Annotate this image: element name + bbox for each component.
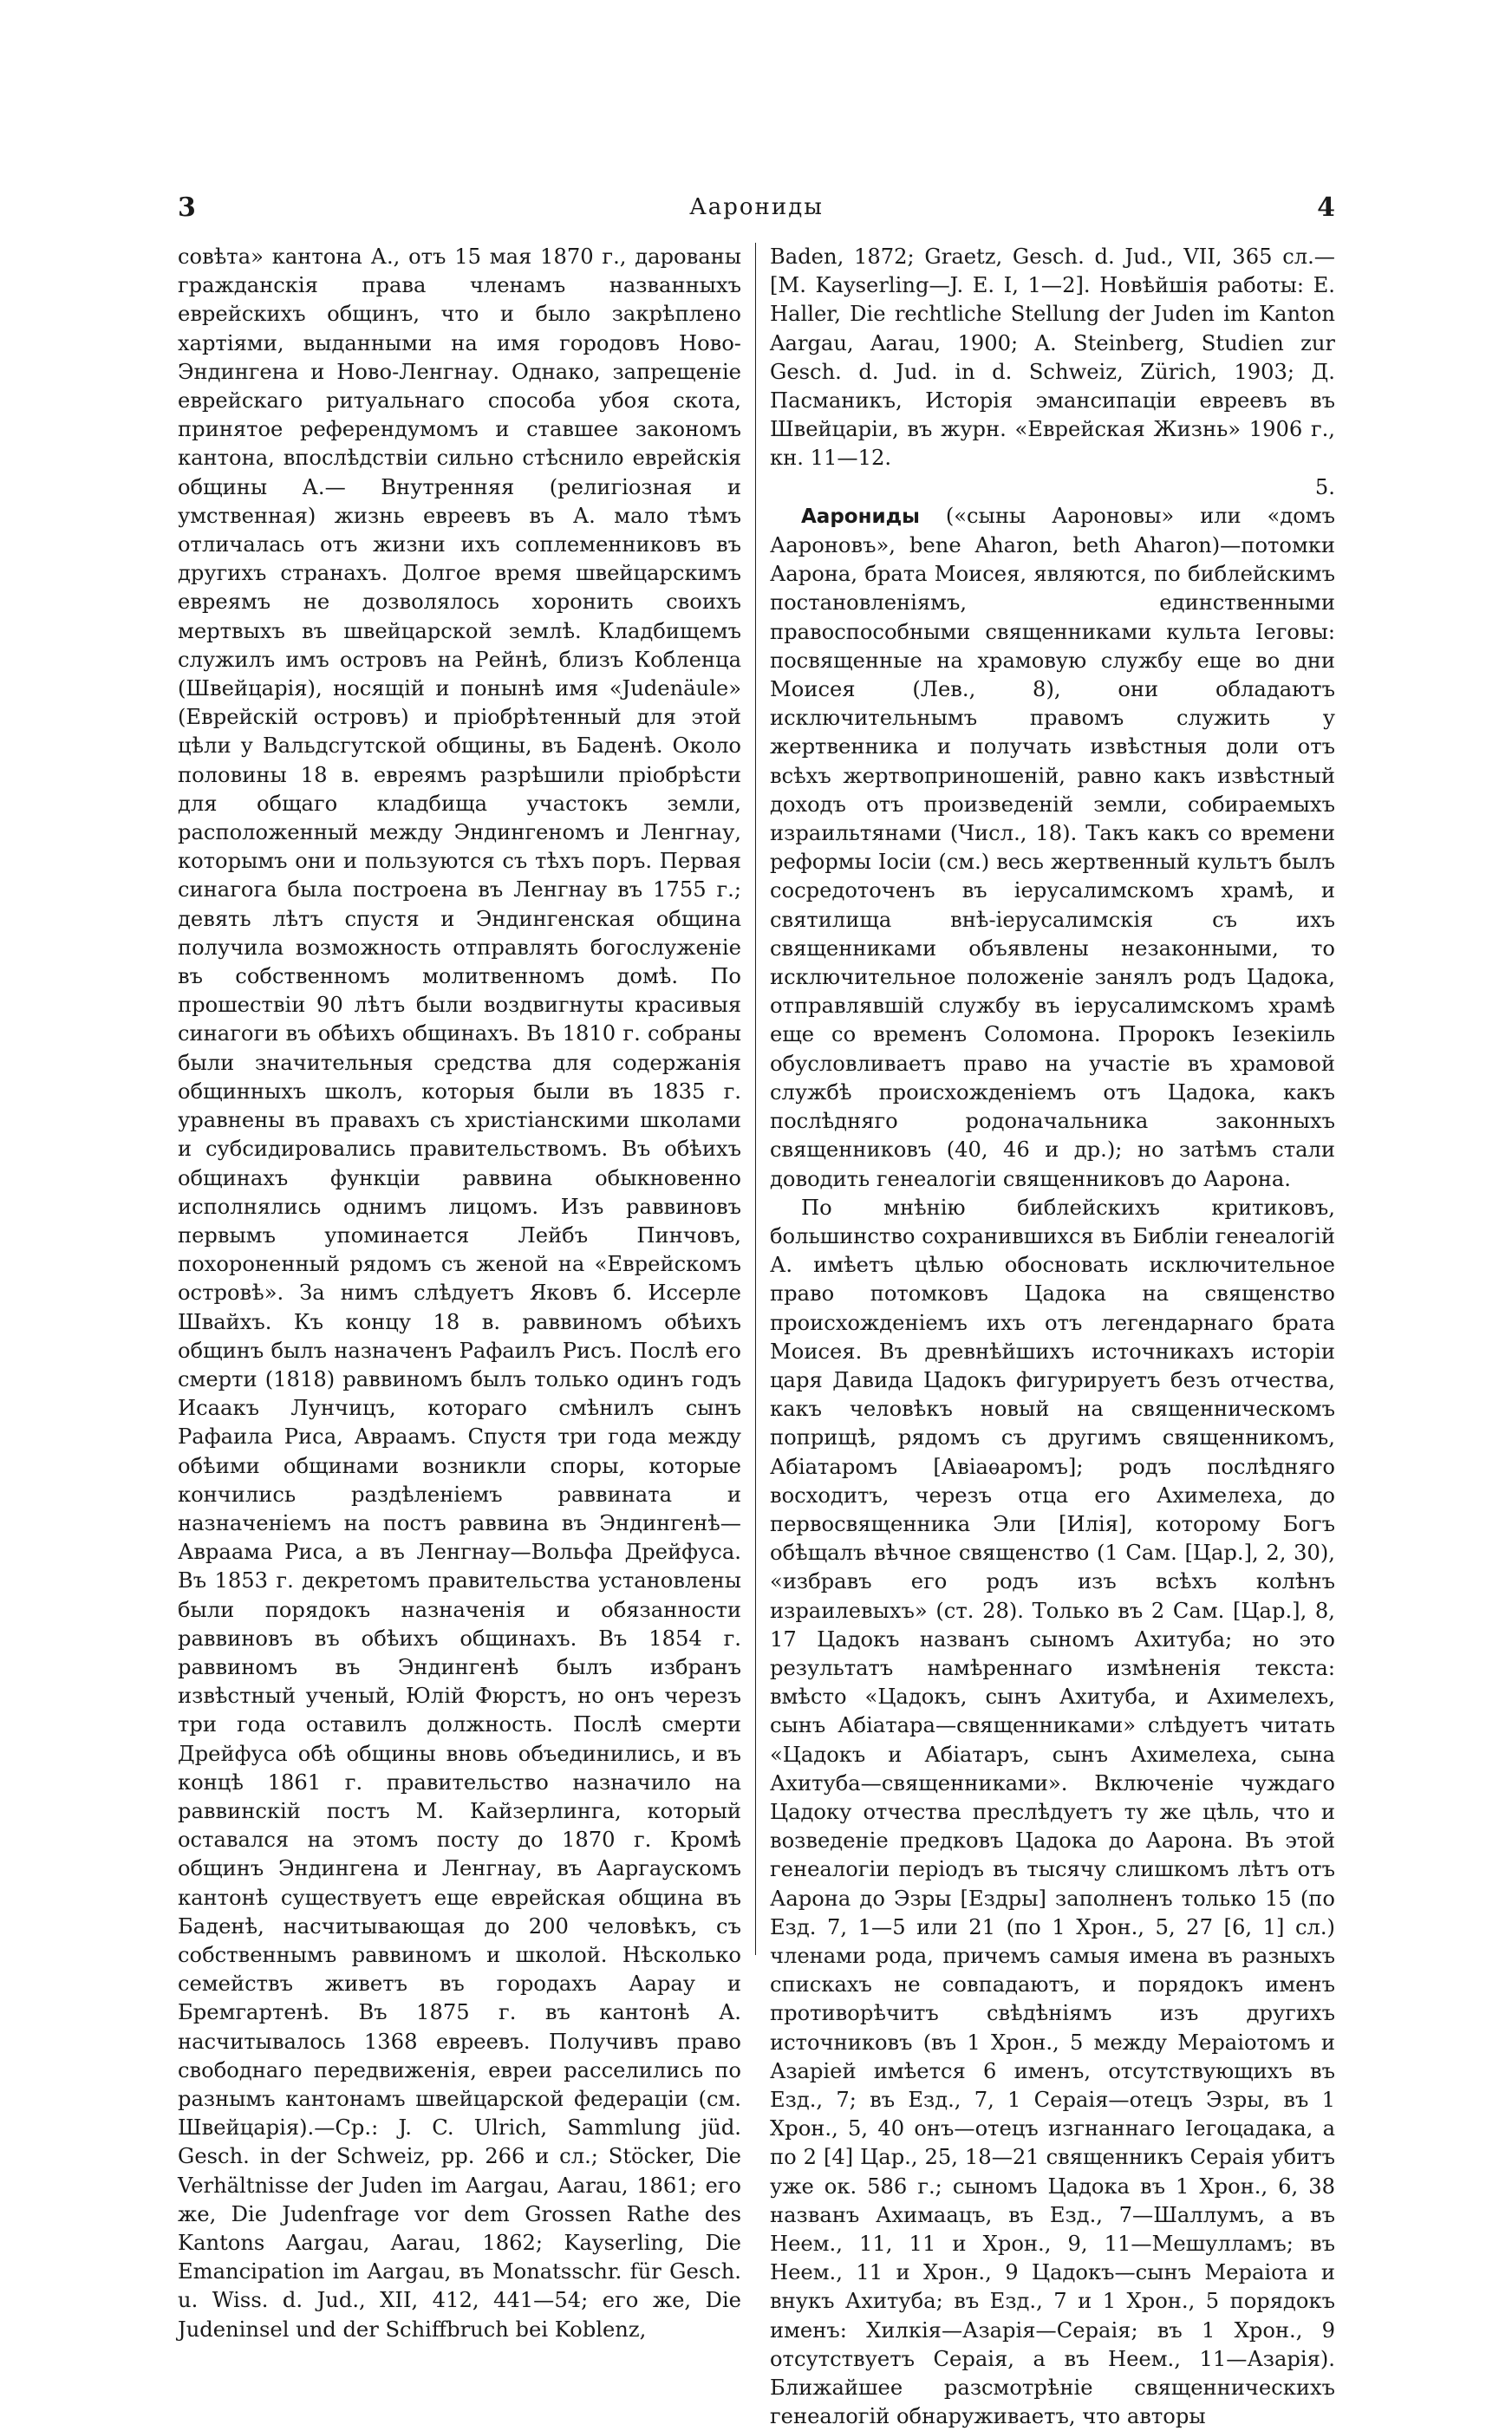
left-page-number: 3 xyxy=(178,192,196,223)
article-paragraph: По мнѣнію библейскихъ критиковъ, большинство сохранившихся въ Библіи генеалогій А. имѣетъ цѣлью обосновать исключительное право потомковъ Цадока на священство происхожденіемъ ихъ отъ легендарнаго брата Моисея. Въ древнѣйшихъ источникахъ исторіи царя Давида Цадокъ фигурируетъ безъ отчества, какъ человѣкъ новый на священническомъ поприщѣ, рядомъ съ другимъ священникомъ, Абіатаромъ [Авіаѳаромъ]; родъ послѣдняго восходитъ, черезъ отца его Ахимелеха, до первосвященника Эли [Илія], которому Богъ обѣщалъ вѣчное священство (1 Сам. [Цар.], 2, 30), «избравъ его родъ изъ всѣхъ колѣнъ израилевыхъ» (ст. 28). Только въ 2 Сам. [Цар.], 8, 17 Цадокъ названъ сыномъ Ахитуба; но это результатъ намѣреннаго измѣненія текста: вмѣсто «Цадокъ, сынъ Ахитуба, и Ахимелехъ, сынъ Абіатара—священниками» слѣдуетъ читать «Цадокъ и Абіатаръ, сынъ Ахимелеха, сына Ахитуба—священниками». Включеніе чуждаго Цадоку отчества преслѣдуетъ ту же цѣль, что и возведеніе предковъ Цадока до Аарона. Въ этой генеалогіи періодъ въ тысячу слишкомъ лѣтъ отъ Аарона до Эзры [Ездры] заполненъ только 15 (по Езд. 7, 1—5 или 21 (по 1 Хрон., 5, 27 [6, 1] сл.) членами рода, причемъ самыя имена въ разныхъ спискахъ не совпадаютъ, и порядокъ именъ противорѣчитъ свѣдѣніямъ изъ другихъ источниковъ (въ 1 Хрон., 5 между Мераіотомъ и Азаріей имѣется 6 именъ, отсутствующихъ въ Езд., 7; въ Езд., 7, 1 Сераія—отецъ Эзры, въ 1 Хрон., 5, 40 онъ—отецъ изгнаннаго Іегоцадака, а по 2 [4] Цар., 25, 18—21 священникъ Сераія убитъ уже ок. 586 г.; сыномъ Цадока въ 1 Хрон., 6, 38 названъ Ахимаацъ, въ Езд., 7—Шаллумъ, а въ Неем., 11, 11 и Хрон., 9, 11—Мешулламъ; въ Неем., 11 и Хрон., 9 Цадокъ—сынъ Мераіота и внукъ Ахитуба; въ Езд., 7 и 1 Хрон., 5 порядокъ именъ: Хилкія—Азарія—Сераія; въ 1 Хрон., 9 отсутствуетъ Сераія, а въ Неем., 11—Азарія). Ближайшее разсмотрѣніе священническихъ генеалогій обнаруживаетъ, что авторы xyxy=(770,1195,1335,2429)
column-divider xyxy=(755,243,756,1955)
left-column-text: совѣта» кантона А., отъ 15 мая 1870 г., дарованы гражданскія права членамъ названныхъ еврейскихъ общинъ, что и было закрѣплено хартіями, выданными на имя городовъ Ново-Эндингена и Ново-Ленгнау. Однако, запрещеніе еврейскаго ритуальнаго способа убоя скота, принятое референдумомъ и ставшее закономъ кантона, впослѣдствіи сильно стѣснило еврейскія общины А.— Внутренняя (религіозная и умственная) жизнь евреевъ въ А. мало тѣмъ отличалась отъ жизни ихъ соплеменниковъ въ другихъ странахъ. Долгое время швейцарскимъ евреямъ не дозволялось хоронить своихъ мертвыхъ въ швейцарской землѣ. Кладбищемъ служилъ имъ островъ на Рейнѣ, близъ Кобленца (Швейцарія), носящій и понынѣ имя «Judenäule» (Еврейскій островъ) и пріобрѣтенный для этой цѣли у Вальдсгутской общины, въ Баденѣ. Около половины 18 в. евреямъ разрѣшили пріобрѣсти для общаго кладбища участокъ земли, расположенный между Эндингеномъ и Ленгнау, которымъ они и пользуются съ тѣхъ поръ. Первая синагога была построена въ Ленгнау въ 1755 г.; девять лѣтъ спустя и Эндингенская община получила возможность отправлять богослуженіе въ собственномъ молитвенномъ домѣ. По прошествіи 90 лѣтъ были воздвигнуты красивыя синагоги въ обѣихъ общинахъ. Въ 1810 г. собраны были значительныя средства для содержанія общинныхъ школъ, которыя были въ 1835 г. уравнены въ правахъ съ христіанскими школами и субсидировались правительствомъ. Въ обѣихъ общинахъ функціи раввина обыкновенно исполнялись однимъ лицомъ. Изъ раввиновъ первымъ упоминается Лейбъ Пинчовъ, похороненный рядомъ съ женой на «Еврейскомъ островѣ». За нимъ слѣдуетъ Яковъ б. Иссерле Швайхъ. Къ концу 18 в. раввиномъ обѣихъ общинъ былъ назначенъ Рафаилъ Рисъ. Послѣ его смерти (1818) раввиномъ былъ только одинъ годъ Исаакъ Лунчицъ, котораго смѣнилъ сынъ Рафаила Риса, Авраамъ. Спустя три года между обѣими общинами возникли споры, которые кончились раздѣленіемъ раввината и назначеніемъ на постъ раввина въ Эндингенѣ—Авраама Риса, а въ Ленгнау—Вольфа Дрейфуса. Въ 1853 г. декретомъ правительства установлены были порядокъ назначенія и обязанности раввиновъ въ обѣихъ общинахъ. Въ 1854 г. раввиномъ въ Эндингенѣ былъ избранъ извѣстный ученый, Юлій Фюрстъ, но онъ черезъ три года оставилъ должность. Послѣ смерти Дрейфуса обѣ общины вновь объединились, и въ концѣ 1861 г. правительство назначило на раввинскій постъ М. Кайзерлинга, который оставался на этомъ посту до 1870 г. Кромѣ общинъ Эндингена и Ленгнау, въ Ааргаускомъ кантонѣ существуетъ еще еврейская община въ Баденѣ, насчитывающая до 200 человѣкъ, съ собственнымъ раввиномъ и школой. Нѣсколько семействъ живетъ въ городахъ Аарау и Бремгартенѣ. Въ 1875 г. въ кантонѣ А. насчитывалось 1368 евреевъ. Получивъ право свободнаго передвиженія, евреи расселились по разнымъ кантонамъ швейцарской федераціи (см. Швейцарія).—Ср.: J. C. Ulrich, Sammlung jüd. Gesch. in der Schweiz, pp. 266 и сл.; Stöcker, Die Verhältnisse der Juden im Aargau, Aarau, 1861; его же, Die Judenfrage vor dem Grossen Rathe des Kantons Aargau, Aarau, 1862; Kayserling, Die Emancipation im Aargau, въ Monatsschr. für Gesch. u. Wiss. d. Jud., XII, 412, 441—54; его же, Die Judeninsel und der Schiffbruch bei Koblenz, xyxy=(178,244,741,2342)
article-intro xyxy=(770,502,1335,1194)
left-column xyxy=(178,243,741,2342)
bibliography-continued: Baden, 1872; Graetz, Gesch. d. Jud., VII, 365 сл.— [M. Kayserling—J. E. I, 1—2]. Новѣйшія работы: E. Haller, Die rechtliche Stellung der Juden im Kanton Aargau, Aarau, 1900; A. Steinberg, Studien zur Gesch. d. Jud. in d. Schweiz, Zürich, 1903; Д. Пасманикъ, Исторія эмансипаціи евреевъ въ Швейцаріи, въ журн. «Еврейская Жизнь» 1906 г., кн. 11—12. xyxy=(770,244,1335,471)
article-headword: Аарониды xyxy=(801,505,920,528)
right-column xyxy=(770,243,1335,2429)
running-title: Аарониды xyxy=(689,194,824,220)
right-page-number: 4 xyxy=(1317,192,1335,223)
article-intro-text: («сыны Аароновы» или «домъ Аароновъ», bene Aharon, beth Aharon)—потомки Аарона, брата Моисея, являются, по библейскимъ постановленіямъ, единственными правоспособными священниками культа Іеговы: посвященные на храмовую службу еще во дни Моисея (Лев., 8), они обладаютъ исключительнымъ правомъ служить у жертвенника и получать извѣстныя доли отъ всѣхъ жертвоприношеній, равно какъ извѣстный доходъ отъ произведеній земли, собираемыхъ израильтянами (Числ., 18). Такъ какъ со времени реформы Іосіи (см.) весь жертвенный культъ былъ сосредоточенъ въ іерусалимскомъ храмѣ, и святилища внѣ-іерусалимскія съ ихъ священниками объявлены незаконными, то исключительное положеніе занялъ родъ Цадока, отправлявшій службу въ іерусалимскомъ храмѣ еще со временъ Соломона. Пророкъ Іезекіиль обусловливаетъ право на участіе въ храмовой службѣ происхожденіемъ отъ Цадока, какъ послѣдняго родоначальника законныхъ священниковъ (40, 46 и др.); но затѣмъ стали доводить генеалогіи священниковъ до Аарона. xyxy=(770,503,1335,1191)
author-signature: 5. xyxy=(1314,474,1335,499)
page-header xyxy=(178,192,1335,227)
